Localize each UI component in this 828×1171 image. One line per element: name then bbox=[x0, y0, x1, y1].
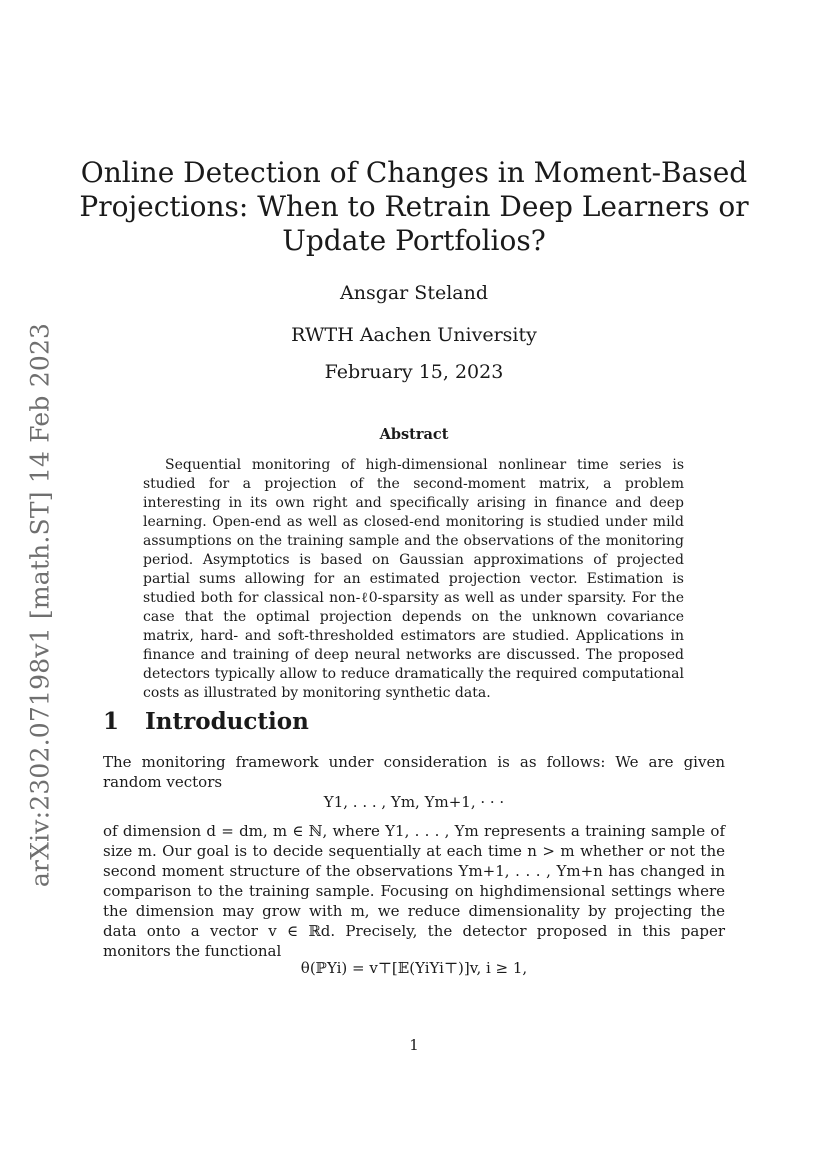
abstract-heading: Abstract bbox=[379, 426, 449, 443]
title-line: Update Portfolios? bbox=[282, 224, 546, 257]
abstract-body bbox=[143, 456, 684, 703]
paper-title bbox=[0, 156, 828, 258]
section-heading bbox=[103, 708, 309, 735]
page-number: 1 bbox=[409, 1036, 419, 1054]
section-title: Introduction bbox=[145, 708, 309, 735]
equation-functional: θ(ℙYi) = v⊤[𝔼(YiYi⊤)]v, i ≥ 1, bbox=[300, 959, 528, 977]
intro-paragraph bbox=[103, 752, 725, 792]
arxiv-identifier: arXiv:2302.07198v1 [math.ST] 14 Feb 2023 bbox=[25, 322, 55, 888]
paragraph-text: of dimension d = dm, m ∈ ℕ, where Y1, . . . , Ym represents a training sample of size m. Our goal is to decide sequentially at each time n > m whether or not the second moment structure of the observations Ym+1, . . . , Ym+n has changed in comparison to the training sample. Focusing on highdimensional settings where the dimension may grow with m, we reduce dimensionality by projecting the data onto a vector v ∈ ℝd. Precisely, the detector proposed in this paper monitors the functional bbox=[103, 822, 725, 960]
abstract-text: Sequential monitoring of high-dimensional nonlinear time series is studied for a projection of the second-moment matrix, a problem interesting in its own right and specifically arising in finance and deep learning. Open-end as well as closed-end monitoring is studied under mild assumptions on the training sample and the observations of the monitoring period. Asymptotics is based on Gaussian approximations of projected partial sums allowing for an estimated projection vector. Estimation is studied both for classical non-ℓ0-sparsity as well as under sparsity. For the case that the optimal projection depends on the unknown covariance matrix, hard- and soft-thresholded estimators are studied. Applications in finance and training of deep neural networks are discussed. The proposed detectors typically allow to reduce dramatically the required computational costs as illustrated by monitoring synthetic data. bbox=[143, 457, 684, 701]
author-name: Ansgar Steland bbox=[339, 282, 489, 304]
section-number: 1 bbox=[103, 708, 120, 735]
equation-random-vectors: Y1, . . . , Ym, Ym+1, · · · bbox=[323, 793, 505, 811]
title-line: Online Detection of Changes in Moment-Based bbox=[80, 156, 748, 189]
title-line: Projections: When to Retrain Deep Learners or bbox=[79, 190, 749, 223]
publication-date: February 15, 2023 bbox=[324, 361, 504, 383]
author-affiliation: RWTH Aachen University bbox=[291, 324, 537, 346]
intro-paragraph bbox=[103, 821, 725, 961]
paragraph-text: The monitoring framework under consideration is as follows: We are given random vectors bbox=[103, 753, 725, 791]
